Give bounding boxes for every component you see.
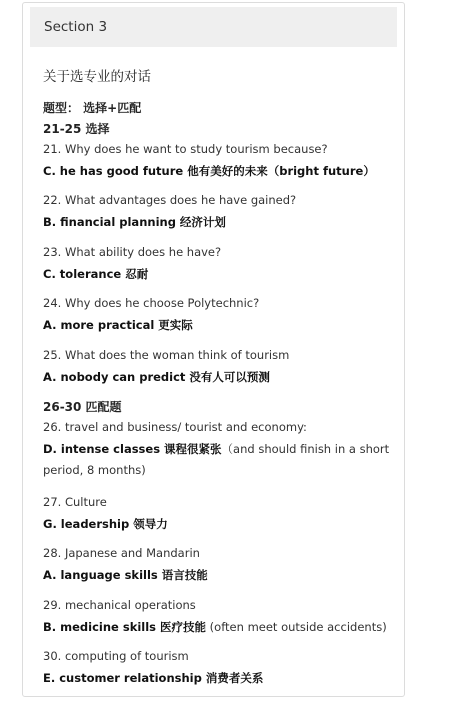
answer-23: C. tolerance 忍耐 — [43, 267, 149, 281]
question-26: 26. travel and business/ tourist and economy: — [43, 420, 307, 434]
section-header — [30, 7, 397, 47]
question-type-label: 题型： 选择+匹配 — [43, 101, 142, 115]
question-27: 27. Culture — [43, 495, 107, 509]
question-30: 30. computing of tourism — [43, 649, 189, 663]
answer-26 — [43, 441, 389, 457]
group-label-matching: 26-30 匹配题 — [43, 400, 122, 414]
answer-24: A. more practical 更实际 — [43, 318, 193, 332]
answer-29-text: B. medicine skills 医疗技能 — [43, 620, 207, 634]
answer-26-note: （and should finish in a short — [221, 442, 390, 456]
section-title: Section 3 — [44, 19, 108, 35]
question-28: 28. Japanese and Mandarin — [43, 546, 200, 560]
answer-30: E. customer relationship 消费者关系 — [43, 671, 264, 685]
answer-27: G. leadership 领导力 — [43, 517, 168, 531]
answer-29 — [43, 619, 387, 635]
answer-26-text: D. intense classes 课程很紧张 — [43, 442, 222, 456]
answer-25: A. nobody can predict 没有人可以预测 — [43, 370, 270, 384]
answer-28: A. language skills 语言技能 — [43, 568, 208, 582]
question-24: 24. Why does he choose Polytechnic? — [43, 296, 260, 310]
question-29: 29. mechanical operations — [43, 598, 196, 612]
answer-26-note-cont: period, 8 months) — [43, 463, 146, 477]
topic-heading: 关于选专业的对话 — [43, 69, 151, 85]
question-23: 23. What ability does he have? — [43, 245, 222, 259]
answer-21: C. he has good future 他有美好的未来（bright future） — [43, 164, 375, 178]
section-card — [22, 2, 405, 697]
group-label-choice: 21-25 选择 — [43, 122, 110, 136]
answer-22: B. financial planning 经济计划 — [43, 215, 226, 229]
answer-29-note: (often meet outside accidents) — [206, 620, 387, 634]
question-25: 25. What does the woman think of tourism — [43, 348, 290, 362]
question-22: 22. What advantages does he have gained? — [43, 193, 297, 207]
question-21: 21. Why does he want to study tourism because? — [43, 142, 328, 156]
